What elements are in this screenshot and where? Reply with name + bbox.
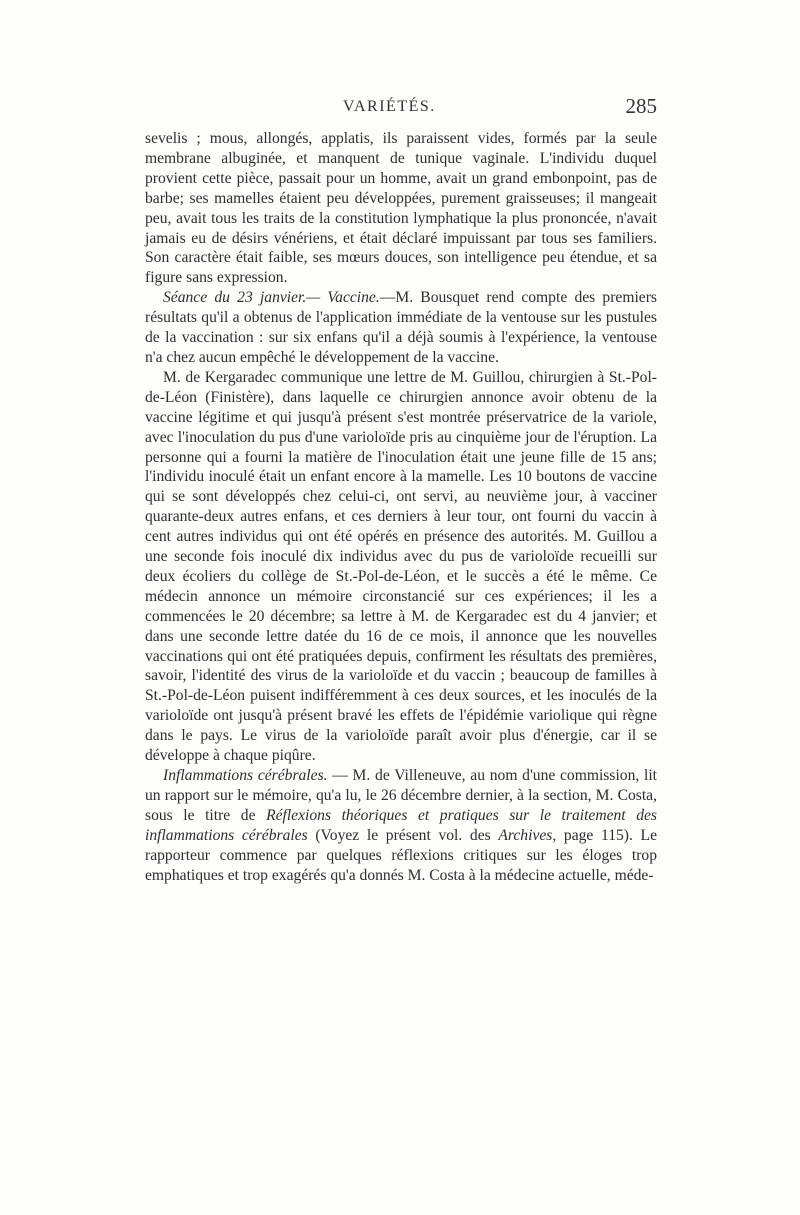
journal-title: Archives (498, 826, 553, 844)
running-head: VARIÉTÉS. (343, 98, 436, 115)
page-number: 285 (625, 94, 657, 118)
body-text (145, 129, 657, 885)
page-header (145, 94, 657, 124)
paragraph-text: , page 115). Le rapporteur commence par quelques réflexions critiques sur les éloges trop emphatiques et trop exagérés qu'a donnés M. Costa à la médecine actuelle, méde- (145, 826, 657, 884)
paragraph-kergaradec-letter (145, 368, 657, 766)
paragraph-text: —M. Bousquet rend compte des premiers résultats qu'il a obtenus de l'application immédiate de la ventouse sur les pustules de la vaccination : sur six enfans qu'il a déjà soumis à l'expérience, la ventouse n'a chez aucun empêché le développement de la vaccine. (145, 289, 657, 366)
paragraph-cerebral-inflammations (145, 766, 657, 885)
memoir-title: Réflexions théoriques et pratiques sur le traitement des inflammations cérébrales (145, 806, 657, 844)
section-heading: Inflammations cérébrales. (163, 767, 328, 784)
paragraph-vaccine-session (145, 288, 657, 368)
paragraph-text: (Voyez le présent vol. des (307, 826, 499, 844)
paragraph-text: M. de Kergaradec communique une lettre de M. Guillou, chirurgien à St.-Pol-de-Léon (Finistère), dans laquelle ce chirurgien annonce avoir obtenu de la vaccine légitime et qui jusqu'à présent s'est montrée préservatrice de la variole, avec l'inoculation du pus d'une varioloïde pris au cinquième jour de l'éruption. La personne qui a fourni la matière de l'inoculation était une jeune fille de 15 ans; l'individu inoculé était un enfant encore à la mamelle. Les 10 boutons de vaccine qui se sont développés chez celui-ci, ont servi, au neuvième jour, à vacciner quarante-deux autres enfans, et ces derniers à leur tour, ont fourni du vaccin à cent autres individus qui ont été opérés en présence des autorités. M. Guillou a une seconde fois inoculé dix individus avec du pus de varioloïde recueilli sur deux écoliers du collège de St.-Pol-de-Léon, et le succès a été le même. Ce médecin annonce un mémoire circonstancié sur ces expériences; il les a commencées le 20 décembre; sa lettre à M. de Kergaradec est du 4 janvier; et dans une seconde lettre datée du 16 de ce mois, il annonce que les nouvelles vaccinations qui ont été pratiquées depuis, confirment les résultats des premières, savoir, l'identité des virus de la varioloïde et du vaccin ; beaucoup de familles à St.-Pol-de-Léon puisent indifféremment à ces deux sources, et les inoculés de la varioloïde ont jusqu'à présent bravé les effets de l'épidémie variolique qui règne dans le pays. Le virus de la varioloïde paraît avoir plus d'énergie, car il se développe à chaque piqûre. (145, 368, 657, 765)
section-heading: Séance du 23 janvier.— Vaccine. (163, 289, 380, 307)
paragraph-text: — M. de Villeneuve, au nom d'une commission, lit un rapport sur le mémoire, qu'a lu, le 26 décembre dernier, à la section, M. Costa, sous le titre de (145, 767, 657, 824)
paragraph-text: sevelis ; mous, allongés, applatis, ils paraissent vides, formés par la seule membrane albuginée, et manquent de tunique vaginale. L'individu duquel provient cette pièce, passait pour un homme, avait un grand embonpoint, pas de barbe; ses mamelles étaient peu développées, purement graisseuses; il mangeait peu, avait tous les traits de la constitution lymphatique la plus prononcée, n'avait jamais eu de désirs vénériens, et était déclaré impuissant par tous ses familiers. Son caractère était faible, ses mœurs douces, son intelligence peu étendue, et sa figure sans expression. (145, 130, 657, 287)
paragraph-castration-description (145, 129, 657, 288)
